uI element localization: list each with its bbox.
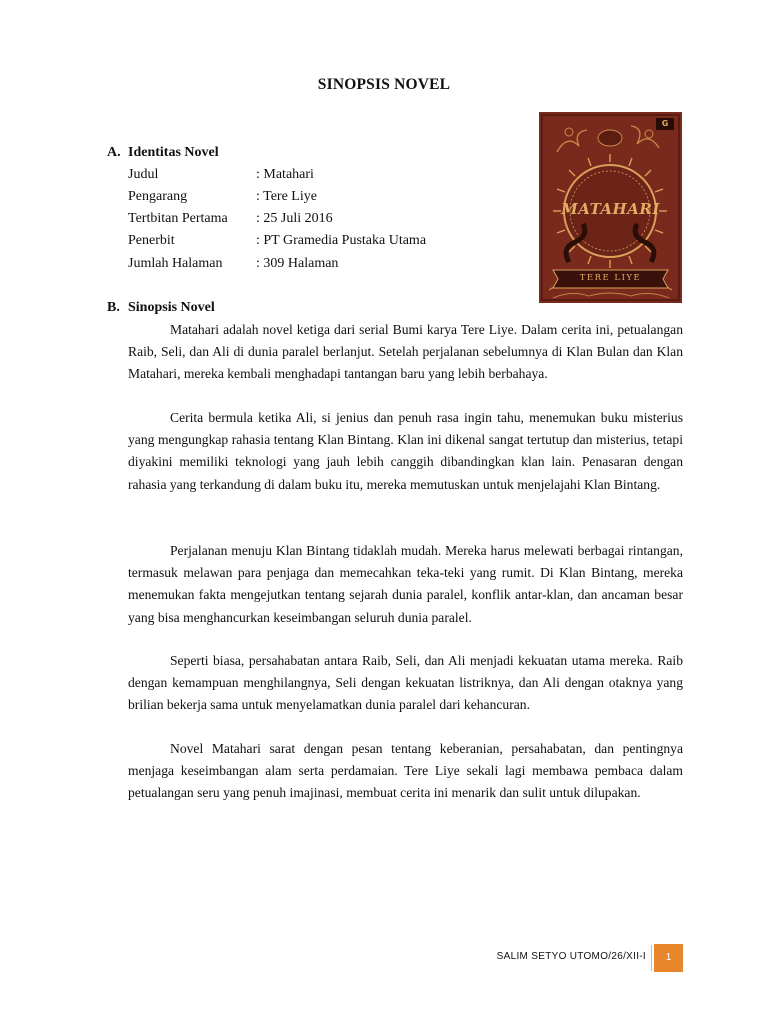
footer-author-line: SALIM SETYO UTOMO/26/XII-I [496, 951, 646, 962]
synopsis-paragraph: Cerita bermula ketika Ali, si jenius dan penuh rasa ingin tahu, menemukan buku misterius yang mengungkap rahasia tentang Klan Bintang. Klan ini dikenal sangat tertutup dan misterius, tetapi diyakini memiliki teknologi yang jauh lebih canggih dibandingkan klan lain. Penasaran dengan rahasia yang terkandung di dalam buku itu, mereka memutuskan untuk menjelajahi Klan Bintang. [128, 410, 683, 492]
identity-label: Penerbit [128, 233, 175, 248]
document-title: SINOPSIS NOVEL [317, 76, 451, 93]
identity-value: : Matahari [256, 167, 314, 182]
footer-divider [651, 945, 652, 971]
identity-label: Tertbitan Pertama [128, 211, 228, 226]
book-cover-author: TERE LIYE [579, 273, 642, 283]
section-a-title: Identitas Novel [128, 145, 219, 160]
section-b-letter: B. [107, 300, 120, 315]
identity-label: Pengarang [128, 189, 188, 204]
publisher-logo: G [661, 119, 669, 128]
page-number-badge: 1 [654, 944, 683, 972]
identity-value: : PT Gramedia Pustaka Utama [256, 233, 427, 248]
book-cover-title: MATAHARI [561, 200, 660, 218]
book-cover-image [539, 112, 682, 303]
synopsis-paragraph: Matahari adalah novel ketiga dari serial Bumi karya Tere Liye. Dalam cerita ini, petualangan Raib, Seli, dan Ali di dunia paralel berlanjut. Setelah perjalanan sebelumnya di Klan Bulan dan Klan Matahari, mereka kembali menghadapi tantangan baru yang lebih berbahaya. [128, 322, 683, 382]
identity-value: : 25 Juli 2016 [256, 211, 333, 226]
section-b-title: Sinopsis Novel [128, 300, 215, 315]
identity-label: Judul [128, 167, 159, 182]
synopsis-paragraph: Seperti biasa, persahabatan antara Raib, Seli, dan Ali menjadi kekuatan utama mereka. Raib dengan kemampuan menghilangnya, Seli dengan kekuatan listriknya, dan Ali dengan otaknya yang brilian bekerja sama untuk menyelamatkan dunia paralel dari kehancuran. [128, 653, 683, 713]
identity-value: : Tere Liye [256, 189, 317, 204]
section-a-heading [107, 145, 219, 161]
section-a-letter: A. [107, 145, 121, 160]
synopsis-paragraph: Novel Matahari sarat dengan pesan tentang keberanian, persahabatan, dan pentingnya menjaga keseimbangan alam serta perdamaian. Tere Liye sekali lagi membawa pembaca dalam petualangan seru yang penuh imajinasi, membuat cerita ini menarik dan sulit untuk dilupakan. [128, 741, 683, 801]
identity-label: Jumlah Halaman [128, 256, 223, 271]
synopsis-paragraph: Perjalanan menuju Klan Bintang tidaklah mudah. Mereka harus melewati berbagai rintangan, termasuk melawan para penjaga dan memecahkan teka-teki yang rumit. Di Klan Bintang, mereka menemukan fakta mengejutkan tentang sejarah dunia paralel, konflik antar-klan, dan ancaman besar yang bisa menghancurkan keseimbangan seluruh dunia paralel. [128, 543, 683, 625]
section-b-heading [107, 300, 215, 316]
identity-value: : 309 Halaman [256, 256, 339, 271]
